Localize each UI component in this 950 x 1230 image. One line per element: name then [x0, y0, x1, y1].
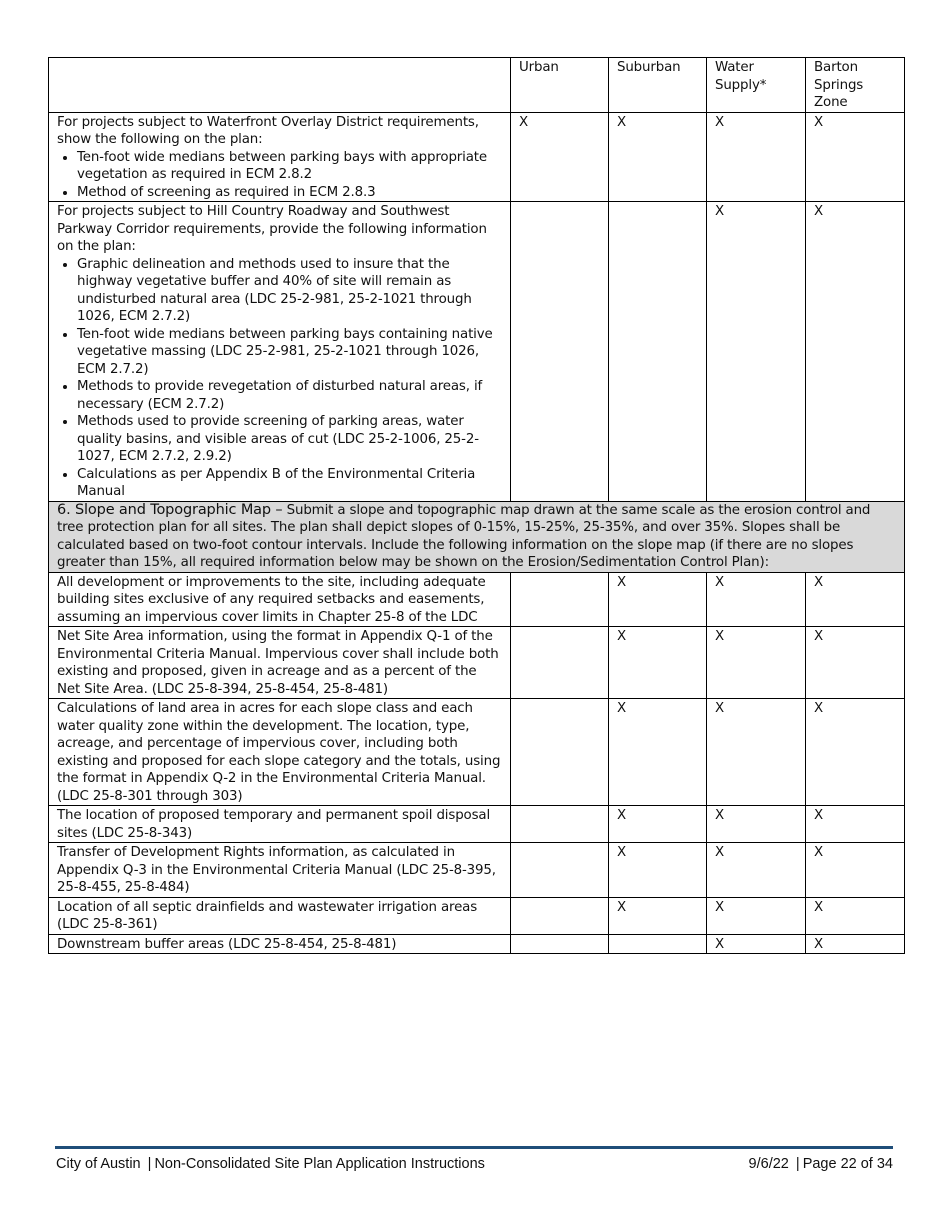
row-description: The location of proposed temporary and permanent spoil disposal sites (LDC 25-8-343)	[49, 806, 511, 843]
row-intro: For projects subject to Hill Country Roadway and Southwest Parkway Corridor requirements, provide the following information on the plan:	[57, 204, 487, 254]
mark-urban	[511, 202, 609, 502]
mark-barton-springs: X	[806, 112, 905, 202]
requirements-table	[48, 57, 905, 954]
footer-org: City of Austin	[56, 1156, 141, 1172]
mark-water-supply: X	[707, 934, 806, 954]
mark-suburban: X	[609, 112, 707, 202]
list-item: • Methods used to provide screening of parking areas, water quality basins, and visible areas of cut (LDC 25-2-1006, 25-2-1027, ECM 2.7.2, 2.9.2)	[77, 413, 502, 466]
list-item: • Methods to provide revegetation of disturbed natural areas, if necessary (ECM 2.7.2)	[77, 378, 502, 413]
mark-suburban: X	[609, 699, 707, 806]
section-text: Submit a slope and topographic map drawn at the same scale as the erosion control and tree protection plan for all sites. The plan shall depict slopes of 0-15%, 15-25%, 25-35%, and over 35%. Slopes shall be calculated based on two-foot contour intervals. Include the following information on the slope map (if there are no slopes greater than 15%, all required information below may be shown on the Erosion/Sedimentation Control Plan):	[57, 502, 871, 570]
row-description: Net Site Area information, using the format in Appendix Q-1 of the Environmental Criteria Manual. Impervious cover shall include both existing and proposed, given in acreage and as a percent of the Net Site Area. (LDC 25-8-394, 25-8-454, 25-8-481)	[49, 627, 511, 699]
mark-urban	[511, 699, 609, 806]
table-row	[49, 112, 905, 202]
footer-rule	[55, 1146, 893, 1149]
mark-barton-springs: X	[806, 806, 905, 843]
mark-water-supply: X	[707, 806, 806, 843]
list-item: • Calculations as per Appendix B of the Environmental Criteria Manual	[77, 466, 502, 501]
mark-suburban	[609, 202, 707, 502]
mark-urban: X	[511, 112, 609, 202]
table-row	[49, 806, 905, 843]
section-title: 6. Slope and Topographic Map –	[57, 501, 283, 518]
column-header-urban: Urban	[511, 58, 609, 113]
mark-suburban: X	[609, 572, 707, 627]
row-description: Calculations of land area in acres for each slope class and each water quality zone within the development. The location, type, acreage, and percentage of impervious cover, including both existing and proposed for each slope category and the totals, using the format in Appendix Q-2 in the Environmental Criteria Manual. (LDC 25-8-301 through 303)	[49, 699, 511, 806]
section-header-row	[49, 501, 905, 572]
mark-suburban	[609, 934, 707, 954]
table-row	[49, 934, 905, 954]
column-header-suburban: Suburban	[609, 58, 707, 113]
list-item: • Method of screening as required in ECM 2.8.3	[77, 184, 502, 202]
footer-page-number: Page 22 of 34	[802, 1156, 893, 1172]
mark-urban	[511, 843, 609, 898]
mark-barton-springs: X	[806, 897, 905, 934]
bullet-list	[57, 149, 502, 202]
mark-water-supply: X	[707, 202, 806, 502]
section-header	[49, 501, 905, 572]
mark-barton-springs: X	[806, 699, 905, 806]
bullet-list	[57, 256, 502, 501]
row-description	[49, 112, 511, 202]
mark-urban	[511, 934, 609, 954]
table-row	[49, 843, 905, 898]
list-item: • Graphic delineation and methods used to insure that the highway vegetative buffer and 40% of site will remain as undisturbed natural area (LDC 25-2-981, 25-2-1021 through 1026, ECM 2.7.2)	[77, 256, 502, 326]
mark-urban	[511, 627, 609, 699]
mark-water-supply: X	[707, 572, 806, 627]
mark-water-supply: X	[707, 112, 806, 202]
column-header-description	[49, 58, 511, 113]
mark-urban	[511, 572, 609, 627]
table-header-row	[49, 58, 905, 113]
mark-barton-springs: X	[806, 843, 905, 898]
row-description: Location of all septic drainfields and wastewater irrigation areas (LDC 25-8-361)	[49, 897, 511, 934]
table-row	[49, 897, 905, 934]
footer-date: 9/6/22	[748, 1156, 789, 1172]
table-row	[49, 699, 905, 806]
mark-water-supply: X	[707, 627, 806, 699]
table-row	[49, 627, 905, 699]
row-description	[49, 202, 511, 502]
footer-separator: |	[795, 1156, 800, 1172]
mark-water-supply: X	[707, 843, 806, 898]
footer-left	[56, 1156, 485, 1172]
mark-water-supply: X	[707, 699, 806, 806]
mark-suburban: X	[609, 627, 707, 699]
footer-doc-title: Non-Consolidated Site Plan Application Instructions	[154, 1156, 485, 1172]
row-intro: For projects subject to Waterfront Overlay District requirements, show the following on the plan:	[57, 114, 479, 147]
mark-suburban: X	[609, 897, 707, 934]
mark-water-supply: X	[707, 897, 806, 934]
footer-separator: |	[147, 1156, 152, 1172]
table-row	[49, 202, 905, 502]
list-item: • Ten-foot wide medians between parking bays with appropriate vegetation as required in ECM 2.8.2	[77, 149, 502, 184]
table-row	[49, 572, 905, 627]
mark-urban	[511, 897, 609, 934]
mark-suburban: X	[609, 843, 707, 898]
row-description: All development or improvements to the site, including adequate building sites exclusive of any required setbacks and easements, assuming an impervious cover limits in Chapter 25-8 of the LDC	[49, 572, 511, 627]
row-description: Transfer of Development Rights information, as calculated in Appendix Q-3 in the Environmental Criteria Manual (LDC 25-8-395, 25-8-455, 25-8-484)	[49, 843, 511, 898]
mark-barton-springs: X	[806, 627, 905, 699]
list-item: • Ten-foot wide medians between parking bays containing native vegetative massing (LDC 25-2-981, 25-2-1021 through 1026, ECM 2.7.2)	[77, 326, 502, 379]
mark-barton-springs: X	[806, 934, 905, 954]
mark-barton-springs: X	[806, 202, 905, 502]
column-header-barton-springs: Barton Springs Zone	[806, 58, 905, 113]
footer-right	[749, 1156, 893, 1172]
row-description: Downstream buffer areas (LDC 25-8-454, 25-8-481)	[49, 934, 511, 954]
mark-suburban: X	[609, 806, 707, 843]
column-header-water-supply: Water Supply*	[707, 58, 806, 113]
mark-barton-springs: X	[806, 572, 905, 627]
mark-urban	[511, 806, 609, 843]
